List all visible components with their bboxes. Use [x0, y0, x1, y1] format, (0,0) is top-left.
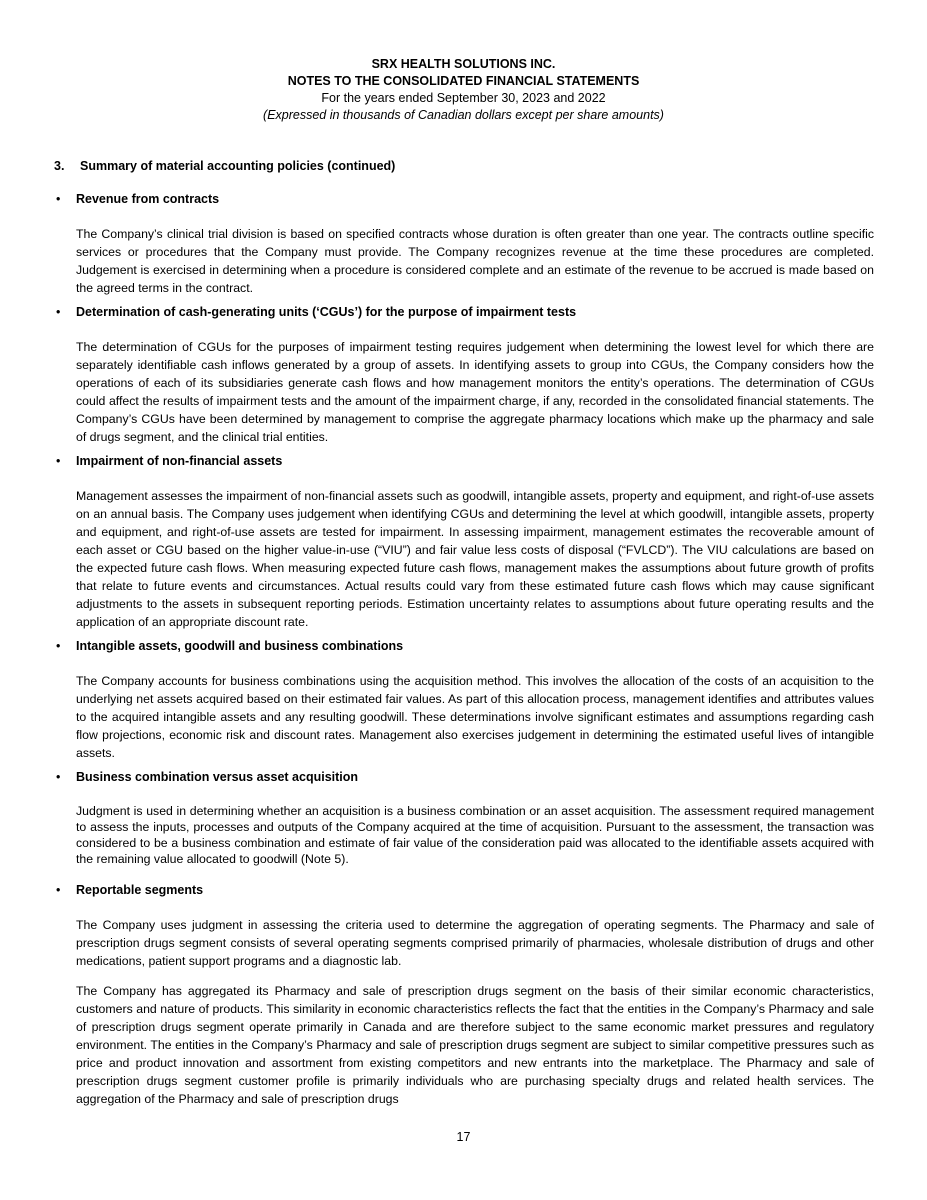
policy-paragraph: The Company has aggregated its Pharmacy and sale of prescription drugs segment on the basis of their similar economic characteristics, customers and nature of products. This similarity in economic characteristics reflects the fact that the entities in the Company’s Pharmacy and sale of prescription drugs segment operate primarily in Canada and are therefore subject to the same economic market pressures and regulatory environment. The entities in the Company’s Pharmacy and sale of prescription drugs segment are subject to similar competitive pressures such as price and product innovation and assortment from existing competitors and new entrants into the marketplace. The Pharmacy and sale of prescription drugs segment customer profile is primarily individuals who are purchasing specialty drugs and related health services. The aggregation of the Pharmacy and sale of prescription drugs [76, 984, 874, 1107]
policy-heading [54, 638, 874, 655]
policy-item-business-combination [54, 769, 874, 882]
policy-item-reportable-segments [54, 882, 874, 1108]
section-heading [54, 158, 874, 175]
policy-item-revenue-from-contracts [54, 191, 874, 297]
policy-item-intangible-assets [54, 638, 874, 762]
policy-heading [54, 769, 874, 786]
policy-heading-text: Business combination versus asset acquisition [76, 770, 359, 784]
bullet-icon: • [56, 305, 61, 319]
bullet-icon: • [56, 883, 61, 897]
page-number: 17 [456, 1130, 471, 1144]
policy-paragraph: The Company’s clinical trial division is based on specified contracts whose duration is often greater than one year. The contracts outline specific services or procedures that the Company must provide. The Company recognizes revenue at the time these procedures are completed. Judgement is exercised in determining when a procedure is considered complete and an estimate of the revenue to be accrued is made based on the agreed terms in the contract. [76, 227, 874, 295]
policy-heading [54, 304, 874, 321]
policy-paragraph: The Company uses judgment in assessing the criteria used to determine the aggregation of operating segments. The Pharmacy and sale of prescription drugs segment consists of several operating segments comprised primarily of pharmacies, wholesale distribution of drugs and other medications, patient support programs and a diagnostic lab. [76, 918, 874, 968]
section-title: Summary of material accounting policies (continued) [80, 159, 396, 173]
policy-item-impairment [54, 453, 874, 631]
policy-paragraph: Judgment is used in determining whether an acquisition is a business combination or an asset acquisition. The assessment required management to assess the inputs, processes and outputs of the Company acquired at the time of acquisition. Pursuant to the assessment, the transaction was considered to be a business combination and estimate of fair value of the consideration paid was allocated to the identifiable assets acquired with the remaining value allocated to goodwill (Note 5). [76, 804, 874, 866]
policy-heading-text: Intangible assets, goodwill and business combinations [76, 639, 404, 653]
policy-heading-text: Revenue from contracts [76, 192, 220, 206]
policy-paragraph: The determination of CGUs for the purposes of impairment testing requires judgement when determining the lowest level for which there are separately identifiable cash inflows generated by a group of assets. In identifying assets to group into CGUs, the Company considers how the operations of each of its subsidiaries generate cash flows and how management monitors the entity’s operations. The determination of CGUs could affect the results of impairment tests and the amount of the impairment charge, if any, recorded in the consolidated financial statements. The Company’s CGUs have been determined by management to comprise the aggregate pharmacy locations which make up the pharmacy and sale of drugs segment, and the clinical trial entities. [76, 340, 874, 444]
policy-heading [54, 453, 874, 470]
reporting-period: For the years ended September 30, 2023 and 2022 [321, 91, 606, 105]
bullet-icon: • [56, 454, 61, 468]
policy-item-cgu-determination [54, 304, 874, 446]
bullet-icon: • [56, 192, 61, 206]
bullet-icon: • [56, 639, 61, 653]
policy-paragraph: The Company accounts for business combinations using the acquisition method. This involves the allocation of the costs of an acquisition to the underlying net assets acquired based on their estimated fair values. As part of this allocation process, management identifies and attributes values to the acquired intangible assets and any resulting goodwill. These determinations involve significant estimates and assumptions regarding cash flow projections, economic risk and discount rates. Management also exercises judgement in determining the estimated useful lives of intangible assets. [76, 674, 874, 760]
company-name: SRX HEALTH SOLUTIONS INC. [371, 57, 556, 71]
section-number: 3. [54, 159, 65, 173]
policy-paragraph: Management assesses the impairment of non-financial assets such as goodwill, intangible assets, property and equipment, and right-of-use assets on an annual basis. The Company uses judgement when identifying CGUs and determining the level at which goodwill, intangible assets, property and equipment, and right-of-use assets are tested for impairment. In assessing impairment, management estimates the recoverable amount of each asset or CGU based on the higher value-in-use (“VIU”) and fair value less costs of disposal (“FVLCD”). The VIU calculations are based on the expected future cash flows. When measuring expected future cash flows, management makes the assumptions about future growth of profits that relate to future events and circumstances. Actual results could vary from these estimated future cash flows which may cause significant adjustments to the assets in subsequent reporting periods. Estimation uncertainty relates to assumptions about future operating results and the application of an appropriate discount rate. [76, 489, 874, 629]
policy-heading-text: Determination of cash-generating units (‘CGUs’) for the purpose of impairment tests [76, 305, 577, 319]
currency-basis: (Expressed in thousands of Canadian dollars except per share amounts) [263, 108, 664, 122]
bullet-icon: • [56, 770, 61, 784]
policy-heading-text: Impairment of non-financial assets [76, 454, 283, 468]
notes-title: NOTES TO THE CONSOLIDATED FINANCIAL STATEMENTS [287, 74, 640, 88]
page-header [0, 56, 927, 124]
policy-heading-text: Reportable segments [76, 883, 204, 897]
policy-heading [54, 882, 874, 899]
notes-body [54, 158, 874, 1115]
policy-heading [54, 191, 874, 208]
